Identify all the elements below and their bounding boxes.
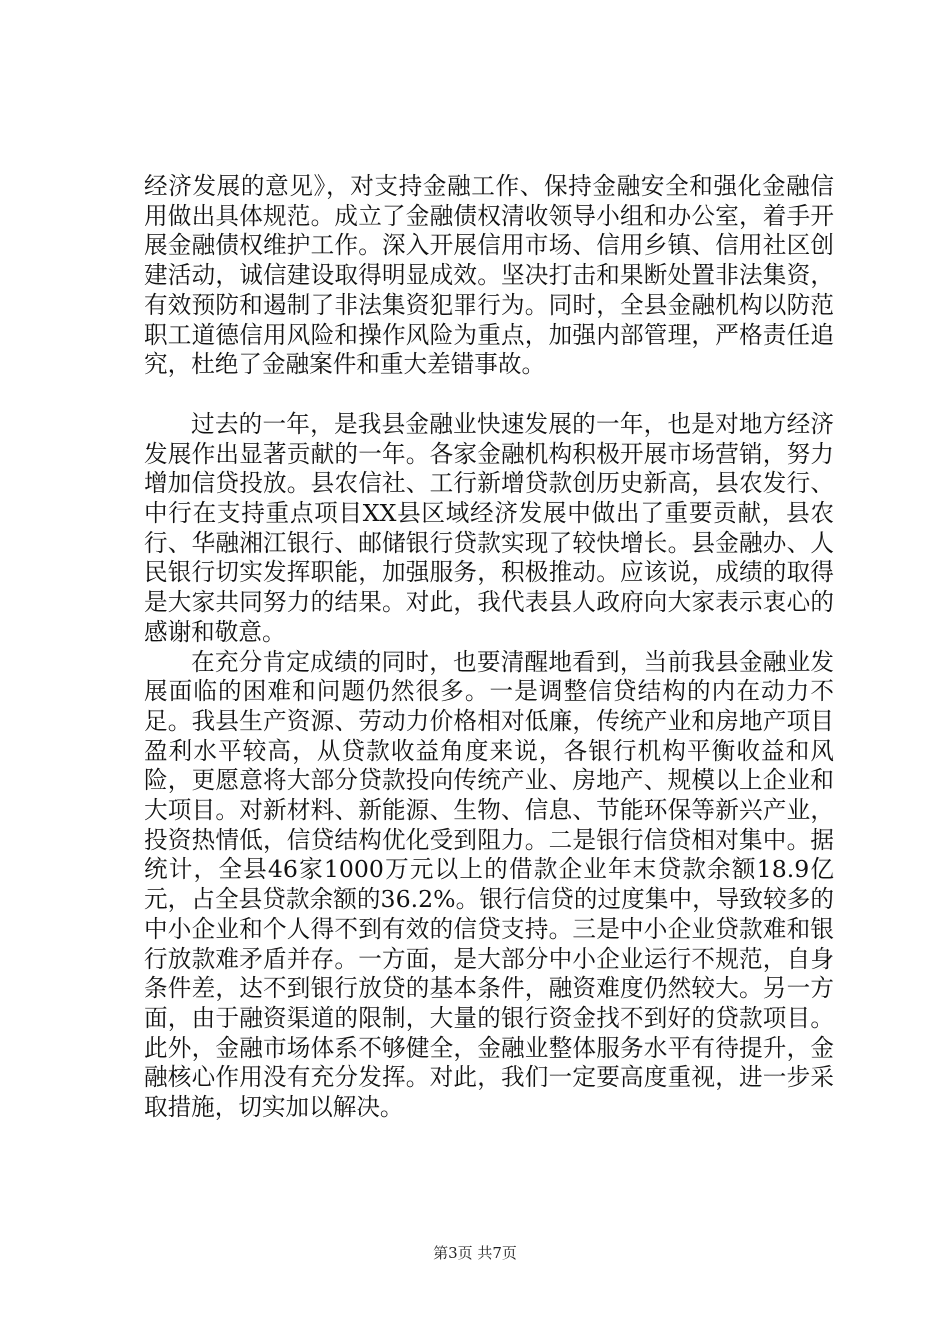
paragraph-problems: 在充分肯定成绩的同时，也要清醒地看到，当前我县金融业发展面临的困难和问题仍然很多。一是调整信贷结构的内在动力不足。我县生产资源、劳动力价格相对低廉，传统产业和房地产项目盈利水平较高，从贷款收益角度来说，各银行机构平衡收益和风险，更愿意将大部分贷款投向传统产业、房地产、规模以上企业和大项目。对新材料、新能源、生物、信息、节能环保等新兴产业，投资热情低，信贷结构优化受到阻力。二是银行信贷相对集中。据统计，全县46家1000万元以上的借款企业年末贷款余额18.9亿元，占全县贷款余额的36.2%。银行信贷的过度集中，导致较多的中小企业和个人得不到有效的信贷支持。三是中小企业贷款难和银行放款难矛盾并存。一方面，是大部分中小企业运行不规范，自身条件差，达不到银行放贷的基本条件，融资难度仍然较大。另一方面，由于融资渠道的限制，大量的银行资金找不到好的贷款项目。此外，金融市场体系不够健全，金融业整体服务水平有待提升，金融核心作用没有充分发挥。对此，我们一定要高度重视，进一步采取措施，切实加以解决。 (144, 647, 834, 1122)
paragraph-achievements: 过去的一年，是我县金融业快速发展的一年，也是对地方经济发展作出显著贡献的一年。各家金融机构积极开展市场营销，努力增加信贷投放。县农信社、工行新增贷款创历史新高，县农发行、中行在支持重点项目XX县区域经济发展中做出了重要贡献，县农行、华融湘江银行、邮储银行贷款实现了较快增长。县金融办、人民银行切实发挥职能，加强服务，积极推动。应该说，成绩的取得是大家共同努力的结果。对此，我代表县人政府向大家表示衷心的感谢和敬意。 (144, 409, 834, 646)
page-number-footer: 第3页 共7页 (433, 1244, 517, 1262)
document-body (144, 172, 834, 1123)
paragraph-continuation: 经济发展的意见》，对支持金融工作、保持金融安全和强化金融信用做出具体规范。成立了金融债权清收领导小组和办公室，着手开展金融债权维护工作。深入开展信用市场、信用乡镇、信用社区创建活动，诚信建设取得明显成效。坚决打击和果断处置非法集资，有效预防和遏制了非法集资犯罪行为。同时，全县金融机构以防范职工道德信用风险和操作风险为重点，加强内部管理，严格责任追究，杜绝了金融案件和重大差错事故。 (144, 172, 834, 379)
